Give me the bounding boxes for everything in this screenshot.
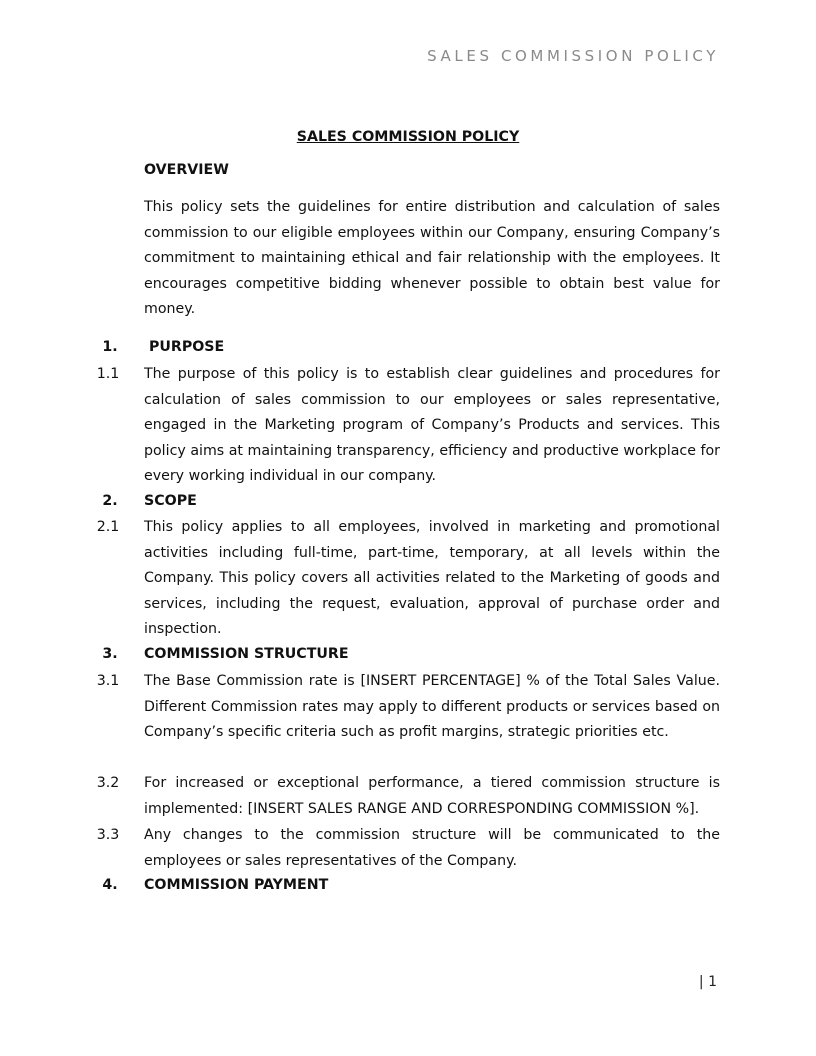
clause-text: Any changes to the commission structure will be communicated to the employees or sales representatives of the Company. (144, 827, 720, 869)
clause-text: The purpose of this policy is to establish clear guidelines and procedures for calculation of sales commission to our employees or sales representative, engaged in the Marketing program of Company’s Products and services. This policy aims at maintaining transparency, efficiency and productive workplace for every working individual in our company. (144, 366, 720, 485)
clause-number: 2.1 (96, 519, 120, 535)
clause-number: 3.2 (96, 775, 120, 791)
clause-text: For increased or exceptional performance, a tiered commission structure is implemented: [INSERT SALES RANGE AND CORRESPONDING COMMISSION %]. (144, 775, 720, 817)
clause-text: This policy applies to all employees, involved in marketing and promotional activities including full-time, part-time, temporary, at all levels within the Company. This policy covers all activities related to the Marketing of goods and services, including the request, evaluation, approval of purchase order and inspection. (144, 519, 720, 638)
section-number: 3. (102, 646, 118, 662)
clause-text: The Base Commission rate is [INSERT PERCENTAGE] % of the Total Sales Value. Different Commission rates may apply to different products or services based on Company’s specific criteria such as profit margins, strategic priorities etc. (144, 673, 720, 741)
clause-number: 1.1 (96, 366, 120, 382)
section-title-commission-payment: COMMISSION PAYMENT (144, 877, 329, 893)
section-number: 4. (102, 877, 118, 893)
section-title-commission-structure: COMMISSION STRUCTURE (144, 646, 349, 662)
section-title-purpose: PURPOSE (149, 339, 225, 355)
clause-number: 3.1 (96, 673, 120, 689)
section-number: 2. (102, 493, 118, 509)
document-title: SALES COMMISSION POLICY (296, 129, 520, 145)
section-number: 1. (102, 339, 118, 355)
clause-number: 3.3 (96, 827, 120, 843)
running-header: SALES COMMISSION POLICY (427, 47, 719, 65)
page-number: | 1 (698, 974, 717, 990)
section-title-scope: SCOPE (144, 493, 197, 509)
overview-body: This policy sets the guidelines for entire distribution and calculation of sales commission to our eligible employees within our Company, ensuring Company’s commitment to maintaining ethical and fair relationship with the employees. It encourages competitive bidding whenever possible to obtain best value for money. (144, 199, 720, 318)
overview-heading: OVERVIEW (144, 162, 229, 178)
